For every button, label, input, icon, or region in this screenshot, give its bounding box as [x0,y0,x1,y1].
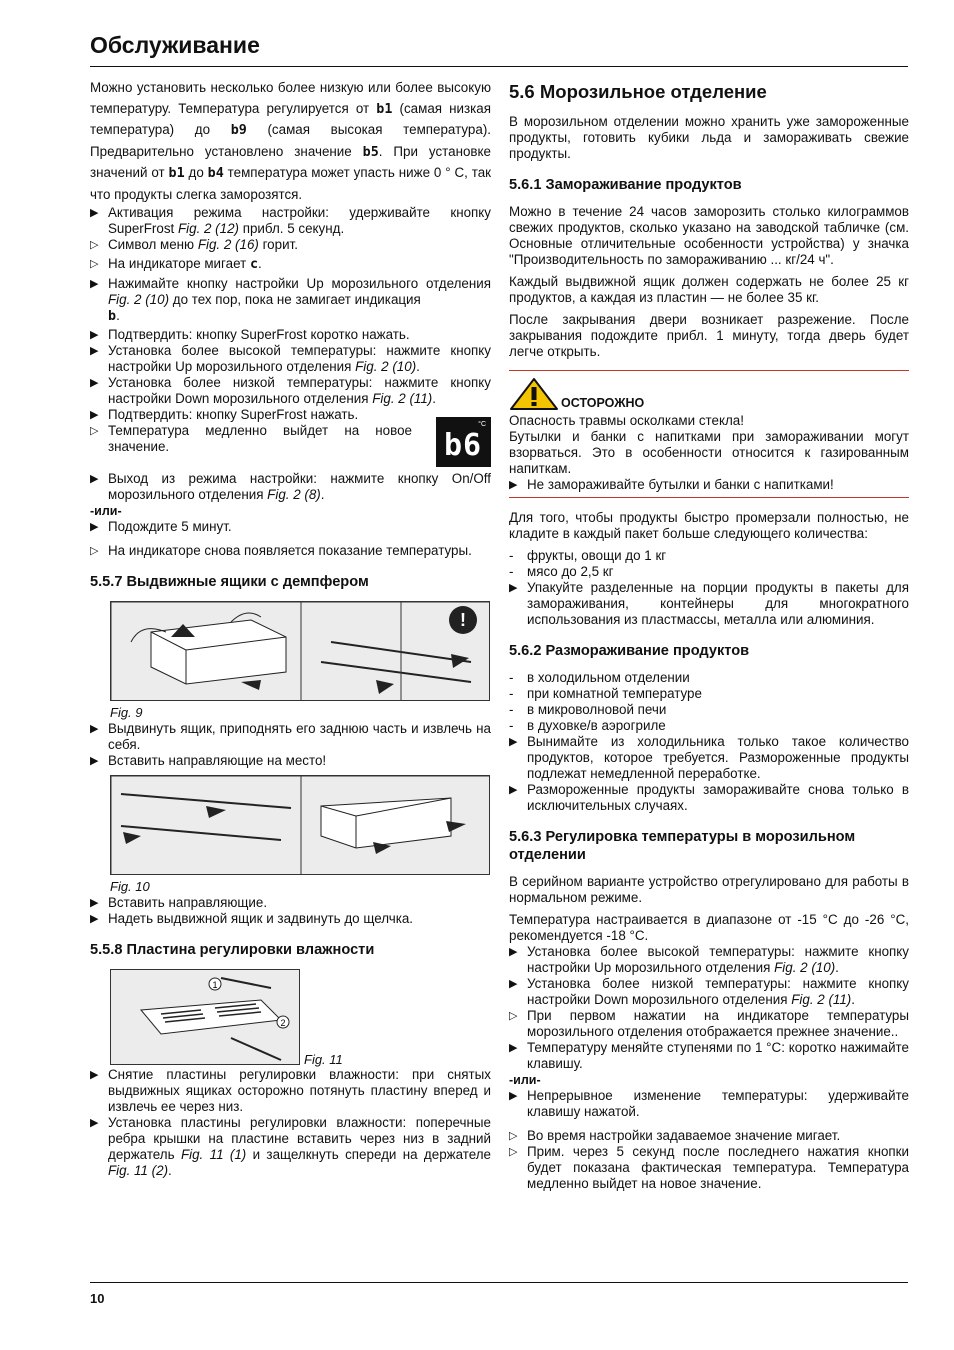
list-item: ▶ Активация режима настройки: удерживайте кнопку SuperFrost Fig. 2 (12) прибл. 5 секунд. [90,205,491,236]
list-item: ▷ Прим. через 5 секунд после последнего нажатия кнопки будет показана фактическая температура. Температура медленно выйдет на новое значение. [509,1144,909,1191]
section-heading-563: 5.6.3 Регулировка температуры в морозильном отделении [509,829,856,863]
list-item: ▶ Не замораживайте бутылки и банки с напитками! [509,477,834,492]
list-item: ▶ Размороженные продукты замораживайте снова только в исключительных случаях. [509,782,909,813]
warning-box [509,370,909,498]
list-item: ▶ Подтвердить: кнопку SuperFrost нажать. [90,407,359,422]
list-item: ▶ Вставить направляющие. [90,895,268,910]
list-item: ▶ Непрерывное изменение температуры: удерживайте клавишу нажатой. [509,1088,909,1119]
left-column [90,78,491,1179]
footer-rule [90,1282,908,1283]
list-item: ▶ Установка более низкой температуры: нажмите кнопку настройки Down морозильного отделения Fig. 2 (11). [509,976,909,1007]
list-item: ▶ Нажимайте кнопку настройки Up морозильного отделения Fig. 2 (10) до тех пор, пока не замигает индикация b. [90,276,491,324]
warning-line: Опасность травмы осколками стекла! [509,413,744,428]
section-heading-562: 5.6.2 Размораживание продуктов [509,643,750,659]
list-item: ▷ На индикаторе мигает c. [90,256,262,272]
temperature-display [436,417,491,467]
paragraph: Для того, чтобы продукты быстро промерзали полностью, не кладите в каждый пакет больше следующего количества: [509,510,909,541]
svg-text:2: 2 [280,1018,286,1028]
figure-10 [90,775,491,877]
humidity-plate-illustration [111,970,300,1065]
header-rule [90,66,908,67]
section-heading-558: 5.5.8 Пластина регулировки влажности [90,942,375,958]
list-item: - при комнатной температуре [509,686,702,701]
list-item: - мясо до 2,5 кг [509,564,614,579]
list-item: ▶ Подождите 5 минут. [90,519,232,534]
list-item: - в духовке/в аэрогриле [509,718,666,733]
paragraph: Можно в течение 24 часов заморозить столько килограммов свежих продуктов, сколько указано на заводской табличке (см. Основные отличительные особенности устройства) у значка "Производительность по замораживанию ... кг/24 ч". [509,204,909,267]
intro-paragraph: Можно установить несколько более низкую или более высокую температуру. Температура регулируется от b1 (самая низкая температура) до b9 (самая высокая температура). Предварительно установлено значение b5. При установке значений от b1 до b4 температура может упасть ниже 0 ° C, так что продукты слегка заморозятся. [90,80,492,202]
list-item: ▷ Символ меню Fig. 2 (16) горит. [90,237,298,252]
rails-illustration [111,776,490,875]
section-heading-561: 5.6.1 Замораживание продуктов [509,177,742,193]
page-number: 10 [90,1291,105,1306]
figure-caption: Fig. 9 [110,705,143,720]
list-item: ▶ Температуру меняйте ступенями по 1 °C: коротко нажимайте клавишу. [509,1040,909,1071]
list-item: ▶ Снятие пластины регулировки влажности: при снятых выдвижных ящиках осторожно потянуть пластину вперед и извлечь ее через низ. [90,1067,491,1114]
list-item: ▶ Вынимайте из холодильника только такое количество продуктов, которое требуется. Размороженные продукты подлежат немедленной переработке. [509,734,909,781]
list-item: ▶ Упакуйте разделенные на порции продукты в пакеты для замораживания, контейнеры для многократного использования из пластмассы, металла или алюминия. [509,580,909,627]
list-item: ▷ Температура медленно выйдет на новое значение. [90,423,412,454]
list-item: ▶ Вставить направляющие на место! [90,753,327,768]
list-item: ▶ Выход из режима настройки: нажмите кнопку On/Off морозильного отделения Fig. 2 (8). [90,471,491,502]
paragraph: Температура настраивается в диапазоне от -15 °C до -26 °C, рекомендуется -18 °C. [509,912,909,943]
or-label: -или- [90,504,122,518]
warning-line: Бутылки и банки с напитками при замораживании могут взорваться. Это в особенности относится к газированным напиткам. [509,429,909,476]
figure-caption: Fig. 11 [304,1052,343,1067]
figure-9 [90,601,491,703]
list-item: ▷ Во время настройки задаваемое значение мигает. [509,1128,841,1143]
paragraph: В морозильном отделении можно хранить уже замороженные продукты, готовить кубики льда и замораживать свежие продукты. [509,114,909,161]
paragraph: Каждый выдвижной ящик должен содержать не более 25 кг продуктов, а каждая из пластин — не более 35 кг. [509,274,909,305]
unit-label: °C [478,421,486,428]
list-item: ▷ На индикаторе снова появляется показание температуры. [90,543,472,558]
list-item: - в холодильном отделении [509,670,690,685]
list-item: ▷ При первом нажатии на индикаторе температуры морозильного отделения отображается прежнее значение.. [509,1008,909,1039]
page-title: Обслуживание [90,32,260,58]
list-item: - фрукты, овощи до 1 кг [509,548,667,563]
section-heading-56: 5.6 Морозильное отделение [509,81,767,102]
list-item: ▶ Надеть выдвижной ящик и задвинуть до щелчка. [90,911,414,926]
display-value: b6 [444,428,483,463]
or-label: -или- [509,1073,541,1087]
drawer-illustration [111,602,490,701]
list-item: - в микроволновой печи [509,702,667,717]
list-item: ▶ Выдвинуть ящик, приподнять его заднюю часть и извлечь на себя. [90,721,491,752]
right-column [509,80,909,1192]
figure-11 [90,969,491,1067]
warning-triangle-icon [509,377,559,411]
list-item: ▶ Установка более высокой температуры: нажмите кнопку настройки Up морозильного отделения Fig. 2 (10). [90,343,491,374]
section-heading-557: 5.5.7 Выдвижные ящики с демпфером [90,574,369,590]
list-item: ▶ Подтвердить: кнопку SuperFrost коротко нажать. [90,327,410,342]
list-item: ▶ Установка более высокой температуры: нажмите кнопку настройки Up морозильного отделения Fig. 2 (10). [509,944,909,975]
list-item: ▶ Установка более низкой температуры: нажмите кнопку настройки Down морозильного отделения Fig. 2 (11). [90,375,491,406]
list-item: ▶ Установка пластины регулировки влажности: поперечные ребра крышки на пластине вставить через низ в задний держатель Fig. 11 (1) и защелкнуть спереди на держателе Fig. 11 (2). [90,1115,491,1178]
paragraph: После закрывания двери возникает разрежение. После закрывания подождите прибл. 1 минуту, тогда дверь будет легче открыть. [509,312,909,359]
svg-text:!: ! [460,610,466,630]
svg-text:1: 1 [212,980,218,990]
warning-title: ОСТОРОЖНО [561,396,645,410]
figure-caption: Fig. 10 [110,879,150,894]
paragraph: В серийном варианте устройство отрегулировано для работы в нормальном режиме. [509,874,909,905]
